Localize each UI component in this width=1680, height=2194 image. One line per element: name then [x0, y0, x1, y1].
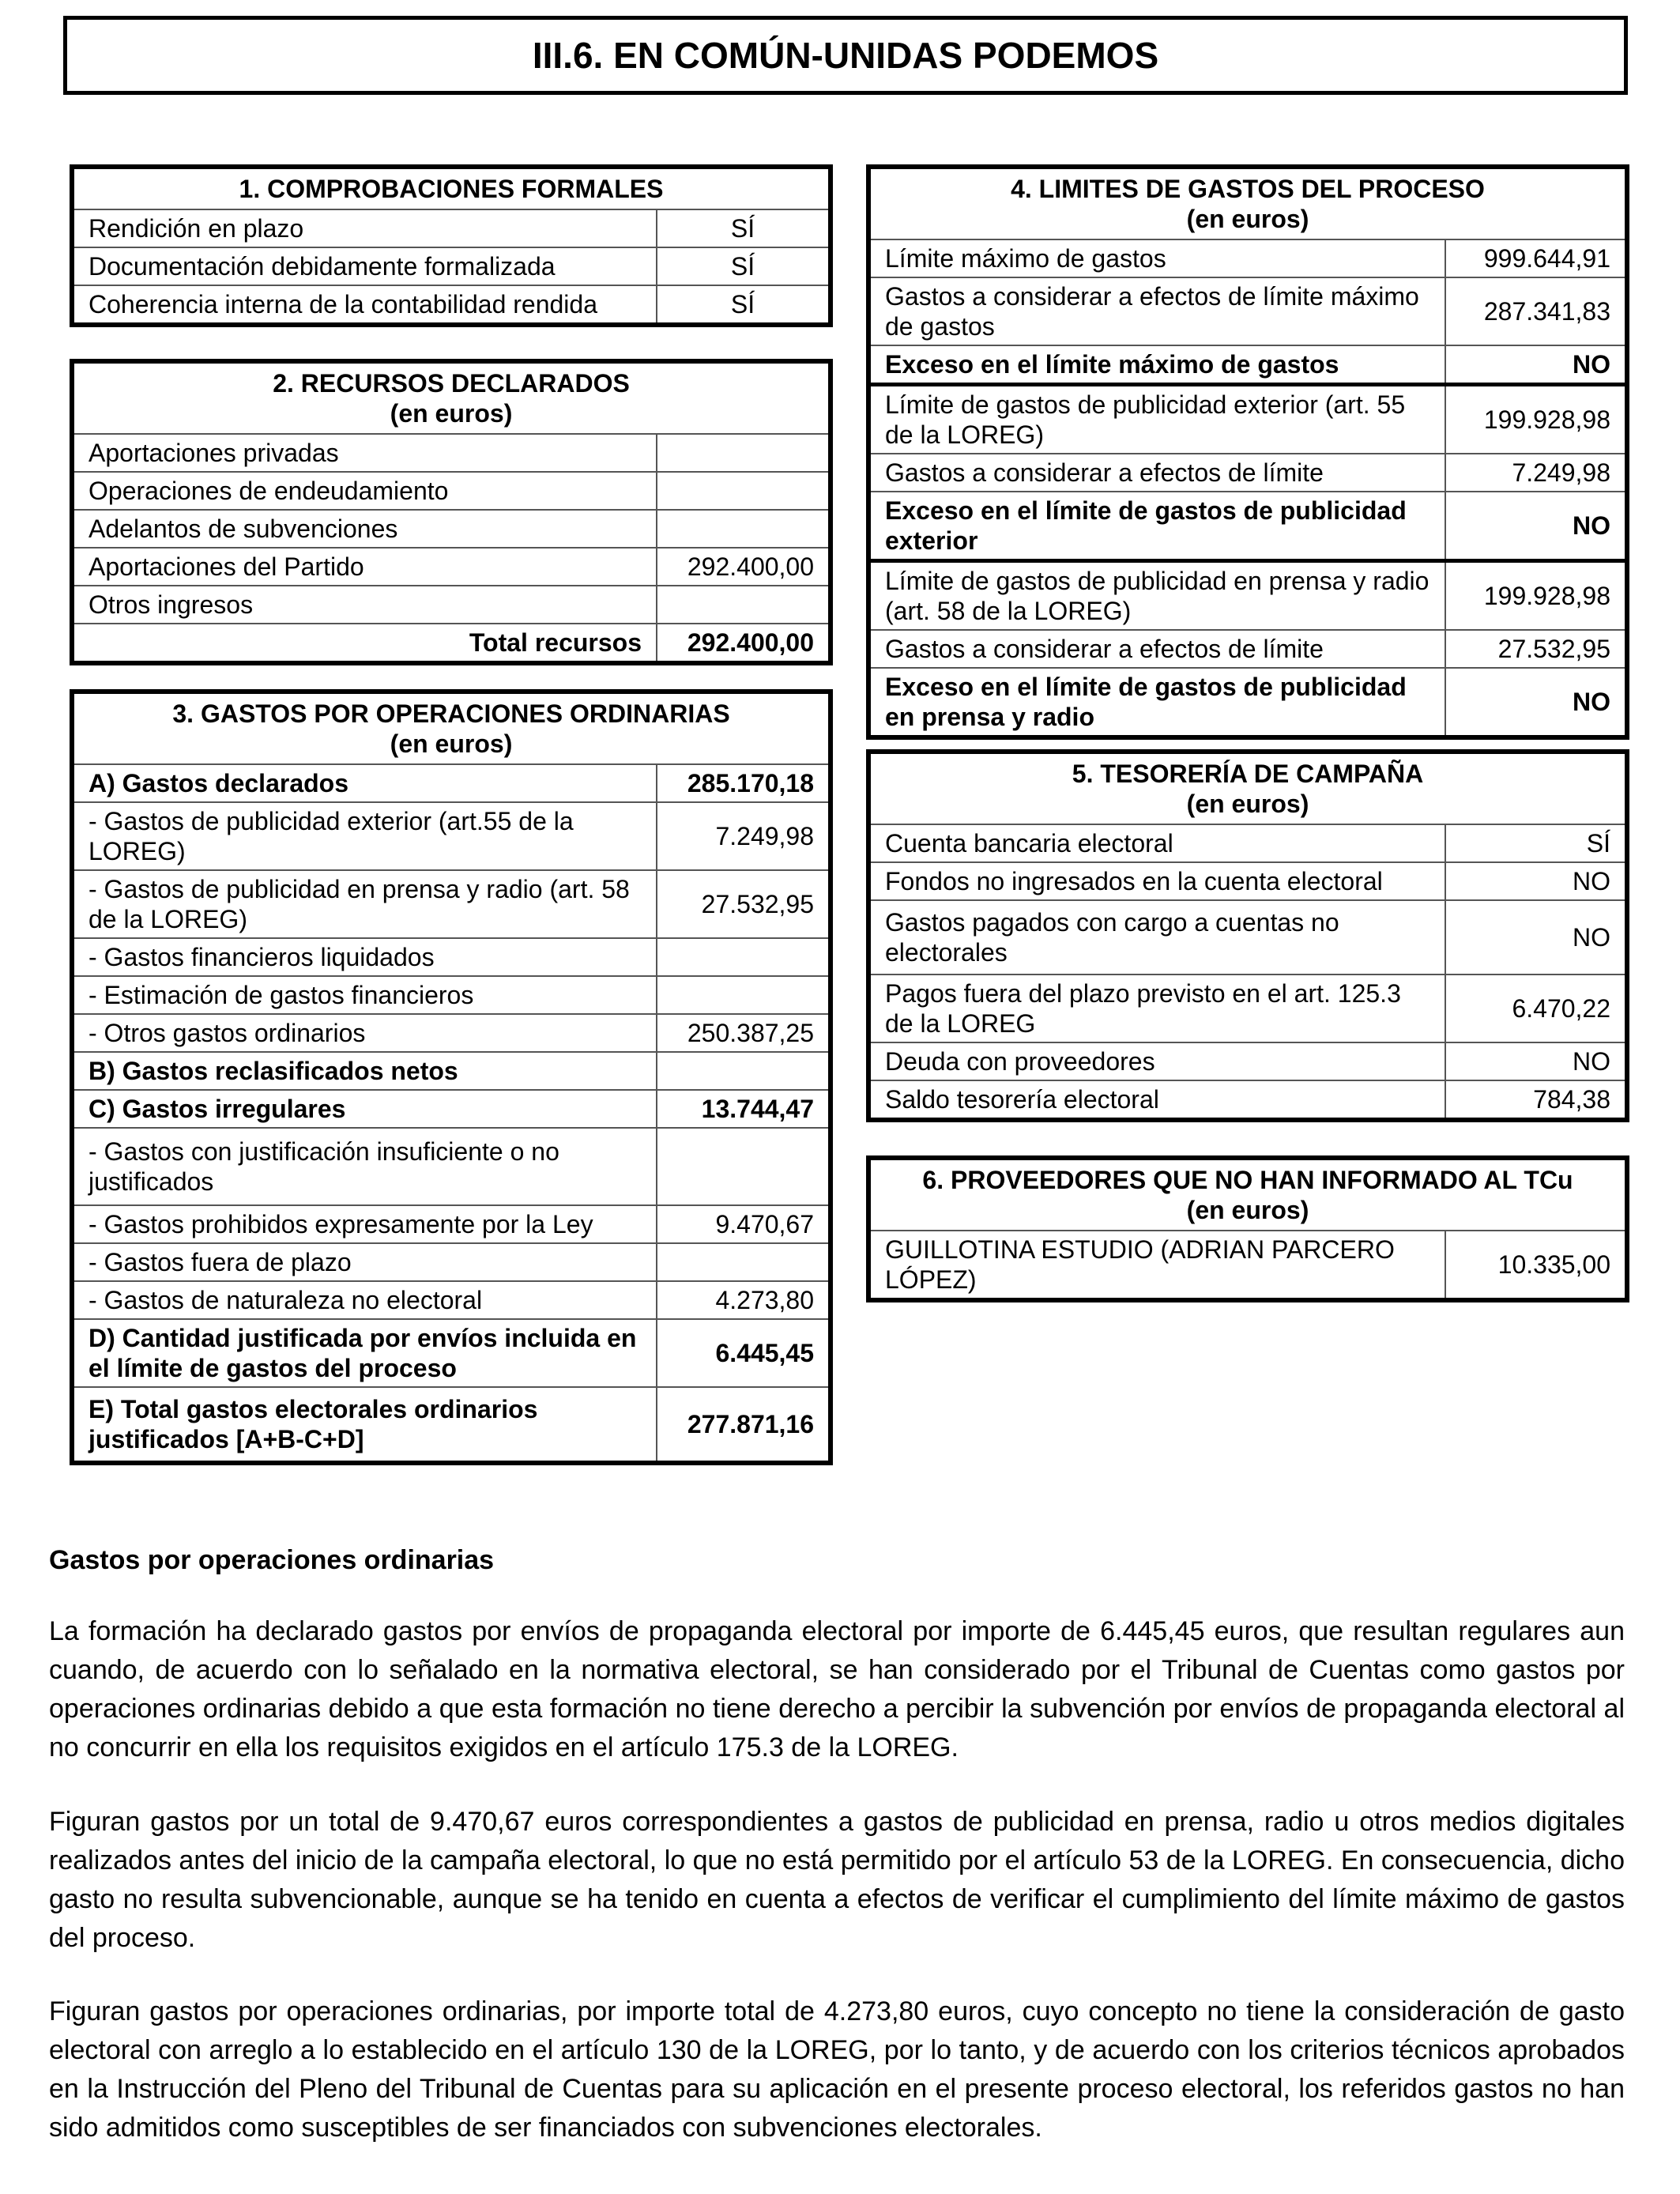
table-row — [868, 824, 1627, 862]
row-label: Cuenta bancaria electoral — [868, 824, 1445, 862]
row-label: - Gastos prohibidos expresamente por la Ley — [72, 1205, 657, 1243]
row-value: 277.871,16 — [657, 1387, 831, 1463]
row-value — [657, 1128, 831, 1205]
table-row — [72, 1387, 831, 1463]
table-row — [868, 862, 1627, 900]
table-row — [868, 454, 1627, 492]
row-value: 292.400,00 — [657, 548, 831, 586]
row-label: Gastos a considerar a efectos de límite máximo de gastos — [868, 277, 1445, 345]
table-row — [868, 1231, 1627, 1300]
row-value — [657, 586, 831, 624]
row-value: NO — [1445, 862, 1627, 900]
row-value: 27.532,95 — [657, 870, 831, 938]
table-heading: 4. LIMITES DE GASTOS DEL PROCESO (en euros) — [868, 167, 1627, 239]
row-label: Documentación debidamente formalizada — [72, 247, 657, 285]
row-label: Aportaciones privadas — [72, 434, 657, 472]
row-label: - Estimación de gastos financieros — [72, 976, 657, 1014]
table-row — [72, 285, 831, 325]
table-gastos-ordinarios — [70, 689, 833, 1465]
table-tesoreria-campana — [866, 749, 1629, 1122]
row-value: 199.928,98 — [1445, 385, 1627, 454]
row-label: Otros ingresos — [72, 586, 657, 624]
row-value: NO — [1445, 1042, 1627, 1080]
row-label: Límite de gastos de publicidad en prensa y radio (art. 58 de la LOREG) — [868, 561, 1445, 631]
row-value: NO — [1445, 668, 1627, 737]
table-row — [72, 764, 831, 802]
row-label: GUILLOTINA ESTUDIO (ADRIAN PARCERO LÓPEZ) — [868, 1231, 1445, 1300]
row-label: Exceso en el límite de gastos de publicidad exterior — [868, 492, 1445, 561]
section-title: Gastos por operaciones ordinarias — [49, 1545, 495, 1575]
table-proveedores — [866, 1155, 1629, 1302]
table-heading: 5. TESORERÍA DE CAMPAÑA (en euros) — [868, 752, 1627, 824]
row-value: NO — [1445, 492, 1627, 561]
table-row — [72, 586, 831, 624]
paragraph: La formación ha declarado gastos por envíos de propaganda electoral por importe de 6.445,45 euros, que resultan regulares aun cuando, de acuerdo con lo señalado en la normativa electoral, se han considerado por el Tribunal de Cuentas como gastos por operaciones ordinarias debido a que esta formación no tiene derecho a percibir la subvención por envíos de propaganda electoral al no concurrir en ella los requisitos exigidos en el artículo 175.3 de la LOREG. — [49, 1616, 1625, 1762]
table-row — [72, 472, 831, 510]
paragraph: Figuran gastos por un total de 9.470,67 euros correspondientes a gastos de publicidad en prensa, radio u otros medios digitales realizados antes del inicio de la campaña electoral, lo que no está permitido por el artículo 53 de la LOREG. En consecuencia, dicho gasto no resulta subvencionable, aunque se ha tenido en cuenta a efectos de verificar el cumplimiento del límite máximo de gastos del proceso. — [49, 1807, 1625, 1953]
row-value: 999.644,91 — [1445, 239, 1627, 277]
table-row — [72, 938, 831, 976]
row-label: Aportaciones del Partido — [72, 548, 657, 586]
row-value — [657, 976, 831, 1014]
table-row — [72, 802, 831, 870]
table-heading: 3. GASTOS POR OPERACIONES ORDINARIAS (en euros) — [72, 692, 831, 764]
table-row — [868, 1042, 1627, 1080]
row-label: - Gastos de publicidad exterior (art.55 de la LOREG) — [72, 802, 657, 870]
row-label: - Gastos fuera de plazo — [72, 1243, 657, 1281]
row-label: D) Cantidad justificada por envíos incluida en el límite de gastos del proceso — [72, 1319, 657, 1387]
table-row — [72, 209, 831, 247]
row-value — [657, 434, 831, 472]
table-row — [72, 1052, 831, 1090]
row-label: Límite máximo de gastos — [868, 239, 1445, 277]
row-label: A) Gastos declarados — [72, 764, 657, 802]
row-label: - Otros gastos ordinarios — [72, 1014, 657, 1052]
row-value — [657, 472, 831, 510]
row-value: 10.335,00 — [1445, 1231, 1627, 1300]
table-recursos-declarados — [70, 359, 833, 665]
row-value: 7.249,98 — [657, 802, 831, 870]
row-label: Pagos fuera del plazo previsto en el art. 125.3 de la LOREG — [868, 974, 1445, 1042]
row-label: Adelantos de subvenciones — [72, 510, 657, 548]
row-value: 199.928,98 — [1445, 561, 1627, 631]
row-value: 4.273,80 — [657, 1281, 831, 1319]
row-label: Rendición en plazo — [72, 209, 657, 247]
row-label: Exceso en el límite de gastos de publicidad en prensa y radio — [868, 668, 1445, 737]
row-label: Deuda con proveedores — [868, 1042, 1445, 1080]
row-value — [657, 510, 831, 548]
table-row — [72, 247, 831, 285]
table-comprobaciones-formales — [70, 164, 833, 327]
row-value: SÍ — [1445, 824, 1627, 862]
table-row — [868, 561, 1627, 631]
table-row — [868, 668, 1627, 737]
table-row — [72, 1128, 831, 1205]
row-value: 27.532,95 — [1445, 630, 1627, 668]
table-row — [868, 630, 1627, 668]
table-limites-gastos — [866, 164, 1629, 740]
row-value: SÍ — [657, 209, 831, 247]
table-row — [868, 1080, 1627, 1120]
table-heading: 1. COMPROBACIONES FORMALES — [72, 167, 831, 209]
row-label: Fondos no ingresados en la cuenta electoral — [868, 862, 1445, 900]
table-row — [868, 492, 1627, 561]
row-label: B) Gastos reclasificados netos — [72, 1052, 657, 1090]
row-value: 287.341,83 — [1445, 277, 1627, 345]
row-label: Saldo tesorería electoral — [868, 1080, 1445, 1120]
row-value: 9.470,67 — [657, 1205, 831, 1243]
row-value: NO — [1445, 900, 1627, 974]
table-row — [72, 1205, 831, 1243]
table-row — [72, 1319, 831, 1387]
row-value: 250.387,25 — [657, 1014, 831, 1052]
page-title: III.6. EN COMÚN-UNIDAS PODEMOS — [63, 16, 1628, 95]
row-value: 6.445,45 — [657, 1319, 831, 1387]
table-heading: 6. PROVEEDORES QUE NO HAN INFORMADO AL TCu (en euros) — [868, 1158, 1627, 1231]
row-value — [657, 1243, 831, 1281]
table-row — [72, 1281, 831, 1319]
row-label: E) Total gastos electorales ordinarios justificados [A+B-C+D] — [72, 1387, 657, 1463]
table-row — [868, 345, 1627, 385]
table-row — [72, 1014, 831, 1052]
table-row — [868, 277, 1627, 345]
row-label: Operaciones de endeudamiento — [72, 472, 657, 510]
row-label: Gastos pagados con cargo a cuentas no electorales — [868, 900, 1445, 974]
row-value: SÍ — [657, 247, 831, 285]
table-row — [72, 434, 831, 472]
table-row — [72, 870, 831, 938]
table-row — [72, 976, 831, 1014]
row-value: 13.744,47 — [657, 1090, 831, 1128]
table-row — [72, 510, 831, 548]
row-value: 784,38 — [1445, 1080, 1627, 1120]
total-label: Total recursos — [72, 624, 657, 663]
table-row — [868, 900, 1627, 974]
table-row — [868, 239, 1627, 277]
table-row — [72, 548, 831, 586]
row-value: SÍ — [657, 285, 831, 325]
row-label: - Gastos de naturaleza no electoral — [72, 1281, 657, 1319]
row-value: NO — [1445, 345, 1627, 385]
row-label: - Gastos financieros liquidados — [72, 938, 657, 976]
row-label: Límite de gastos de publicidad exterior (art. 55 de la LOREG) — [868, 385, 1445, 454]
row-label: Gastos a considerar a efectos de límite — [868, 454, 1445, 492]
row-label: Exceso en el límite máximo de gastos — [868, 345, 1445, 385]
row-value: 6.470,22 — [1445, 974, 1627, 1042]
row-value: 7.249,98 — [1445, 454, 1627, 492]
row-label: - Gastos con justificación insuficiente o no justificados — [72, 1128, 657, 1205]
total-row — [72, 624, 831, 663]
paragraph: Figuran gastos por operaciones ordinarias, por importe total de 4.273,80 euros, cuyo concepto no tiene la consideración de gasto electoral con arreglo a lo establecido en el artículo 130 de la LOREG, por lo tanto, y de acuerdo con los criterios técnicos aprobados en la Instrucción del Pleno del Tribunal de Cuentas para su aplicación en el presente proceso electoral, los referidos gastos no han sido admitidos como susceptibles de ser financiados con subvenciones electorales. — [49, 1996, 1625, 2143]
row-label: Coherencia interna de la contabilidad rendida — [72, 285, 657, 325]
row-value — [657, 1052, 831, 1090]
table-row — [72, 1243, 831, 1281]
row-label: - Gastos de publicidad en prensa y radio (art. 58 de la LOREG) — [72, 870, 657, 938]
row-value: 285.170,18 — [657, 764, 831, 802]
row-label: Gastos a considerar a efectos de límite — [868, 630, 1445, 668]
table-row — [72, 1090, 831, 1128]
table-row — [868, 385, 1627, 454]
row-value — [657, 938, 831, 976]
row-label: C) Gastos irregulares — [72, 1090, 657, 1128]
table-heading: 2. RECURSOS DECLARADOS (en euros) — [72, 361, 831, 434]
total-value: 292.400,00 — [657, 624, 831, 663]
table-row — [868, 974, 1627, 1042]
